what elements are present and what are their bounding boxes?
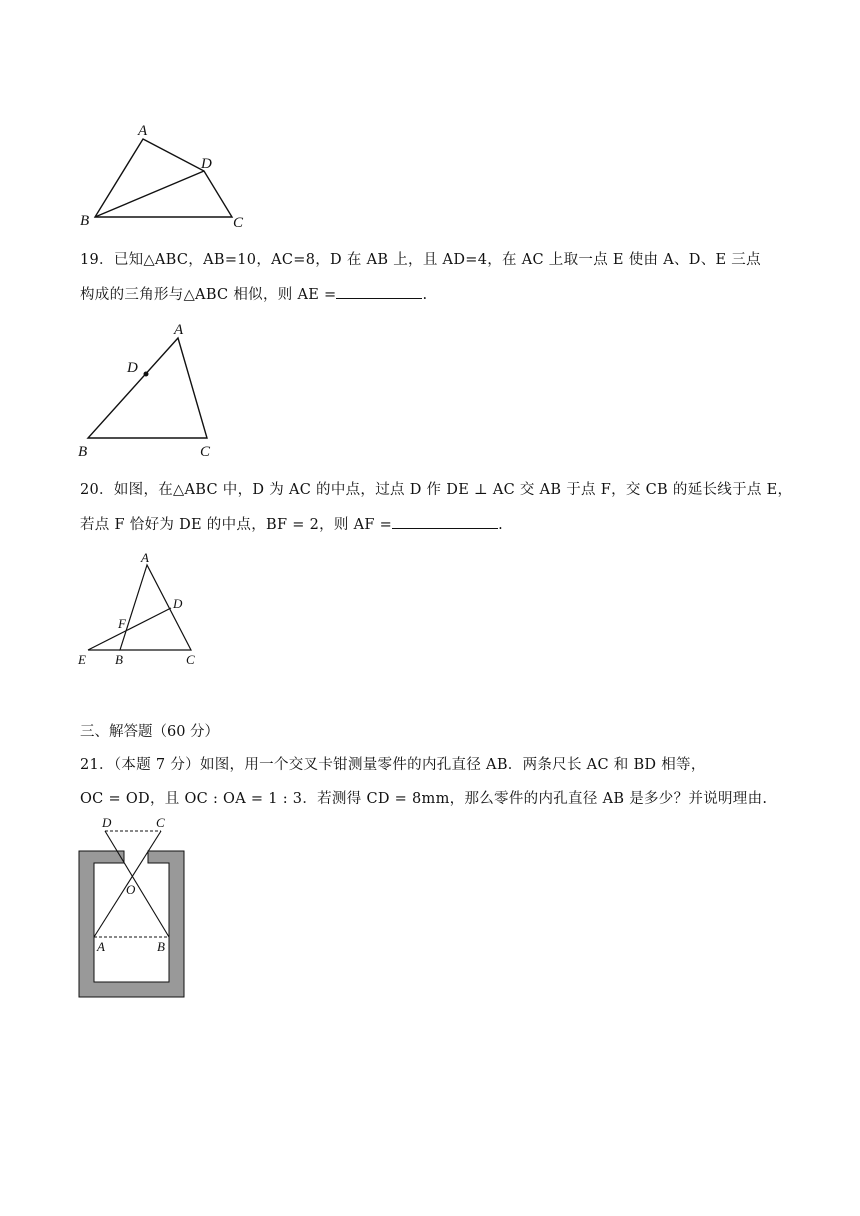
label-d: D bbox=[173, 596, 183, 611]
label-b: B bbox=[80, 213, 90, 229]
label-c: C bbox=[233, 215, 244, 230]
q20-line2-text: 若点 F 恰好为 DE 的中点，BF = 2，则 AF = bbox=[80, 517, 393, 533]
triangle-abc-quad bbox=[95, 139, 232, 217]
label-c: C bbox=[156, 815, 165, 830]
q20-end: . bbox=[498, 517, 504, 533]
label-d: D bbox=[201, 156, 212, 172]
label-a: A bbox=[138, 123, 148, 139]
label-e: E bbox=[78, 652, 86, 667]
label-b: B bbox=[78, 444, 88, 460]
q20-line1: 20．如图，在△ABC 中，D 为 AC 的中点，过点 D 作 DE ⊥ AC 交 AB 于点 F，交 CB 的延长线于点 E， bbox=[80, 482, 793, 498]
q20-line2 bbox=[80, 514, 503, 535]
figure-18 bbox=[70, 115, 270, 230]
label-d: D bbox=[127, 360, 138, 376]
triangle-abc bbox=[88, 338, 207, 438]
q19-line2-text: 构成的三角形与△ABC 相似，则 AE = bbox=[80, 287, 337, 303]
label-o: O bbox=[126, 882, 136, 897]
segment-ed bbox=[88, 608, 171, 650]
segment-bd bbox=[95, 171, 204, 217]
arm-db bbox=[105, 831, 169, 937]
label-b: B bbox=[115, 652, 123, 667]
section-3-title: 三、解答题（60 分） bbox=[80, 724, 220, 740]
part-body bbox=[79, 851, 184, 997]
q20-answer-blank bbox=[392, 514, 498, 529]
label-a: A bbox=[141, 550, 149, 565]
label-f: F bbox=[118, 616, 126, 631]
label-a: A bbox=[174, 322, 184, 338]
q19-end: . bbox=[422, 287, 428, 303]
q19-line2 bbox=[80, 284, 427, 305]
q19-line1: 19．已知△ABC，AB=10，AC=8，D 在 AB 上，且 AD=4，在 AC 上取一点 E 使由 A、D、E 三点 bbox=[80, 252, 761, 268]
q21-line2: OC = OD，且 OC : OA = 1 : 3．若测得 CD = 8mm，那么零件的内孔直径 AB 是多少？并说明理由. bbox=[80, 791, 768, 807]
figure-20 bbox=[70, 545, 220, 670]
point-d bbox=[144, 372, 149, 377]
label-a: A bbox=[97, 939, 105, 954]
label-d: D bbox=[102, 815, 112, 830]
label-c: C bbox=[200, 444, 211, 460]
label-c: C bbox=[186, 652, 195, 667]
q19-answer-blank bbox=[336, 284, 422, 299]
q21-line1: 21．（本题 7 分）如图，用一个交叉卡钳测量零件的内孔直径 AB．两条尺长 AC 和 BD 相等， bbox=[80, 757, 706, 773]
figure-21 bbox=[70, 812, 200, 1002]
label-b: B bbox=[157, 939, 165, 954]
figure-19 bbox=[70, 315, 250, 465]
